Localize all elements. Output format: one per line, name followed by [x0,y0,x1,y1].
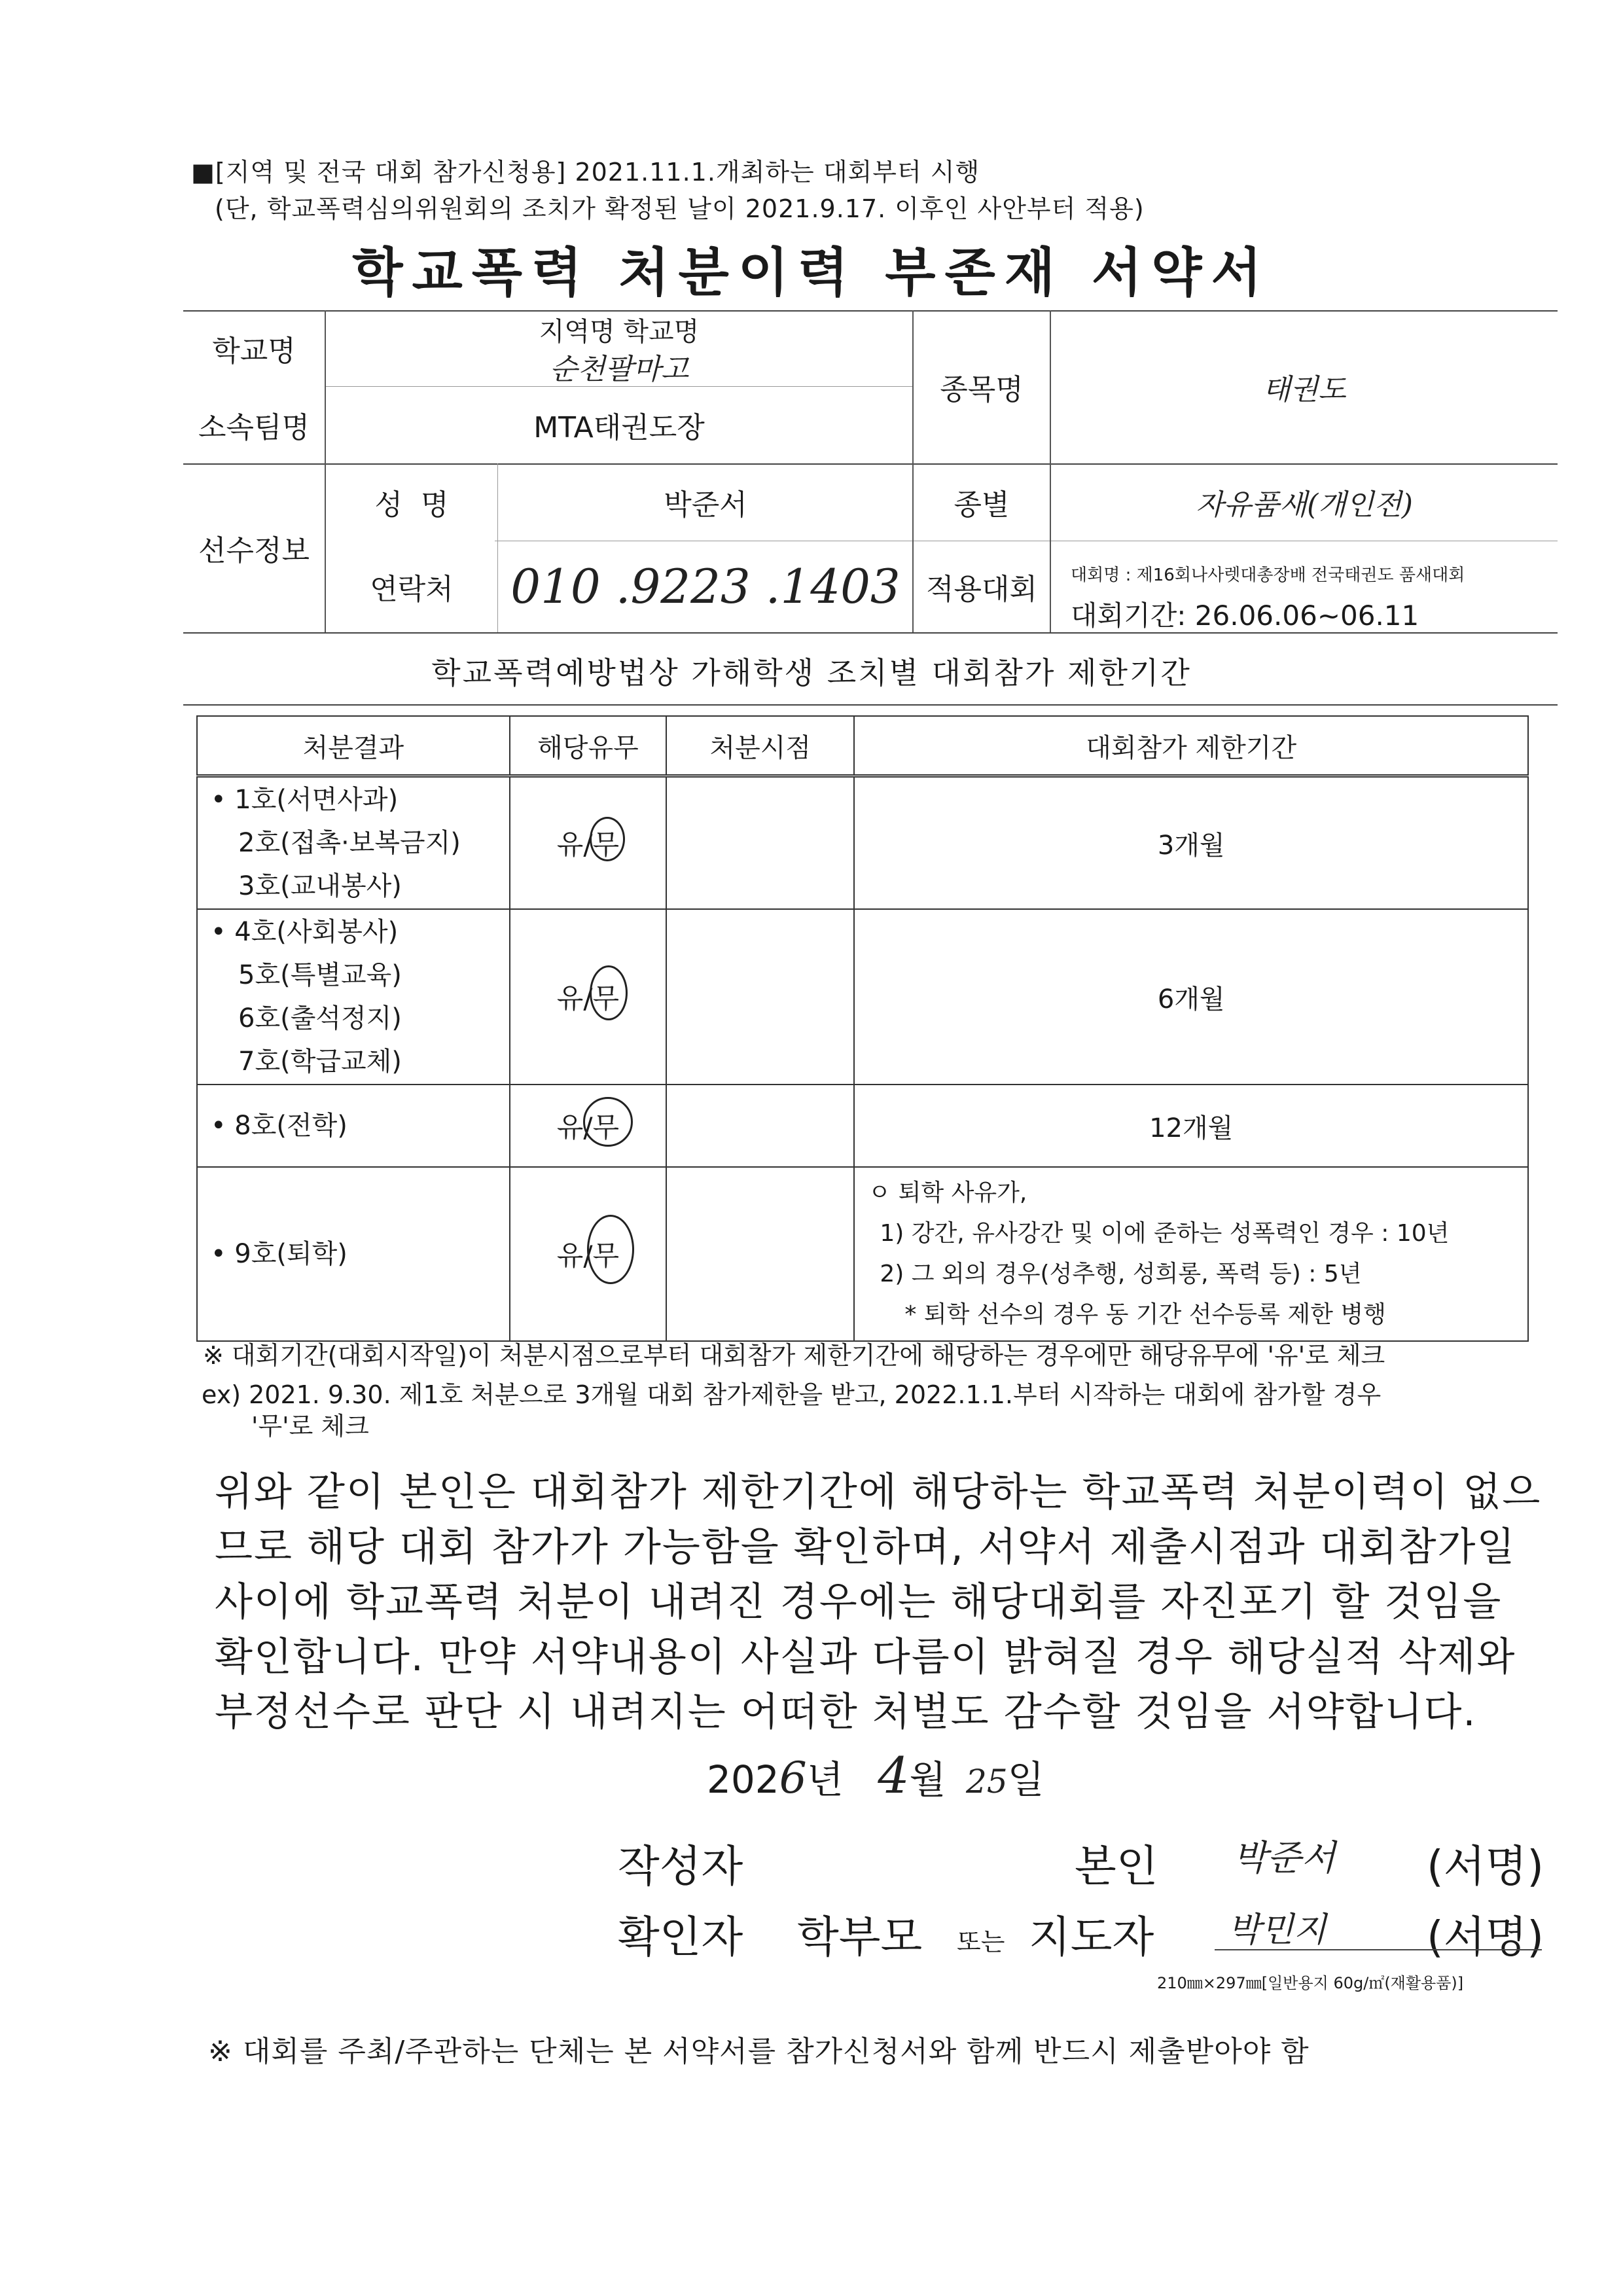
writer-label: 작성자 [618,1841,743,1892]
competition-name: 대회명 : 제16회나사렛대총장배 전국태권도 품새대회 [1071,565,1465,585]
date-cell [666,1085,854,1167]
result-item: 3호(교내봉사) [238,871,402,901]
date-day-hand: 25 [966,1763,1008,1801]
competition-label: 적용대회 [925,573,1037,606]
school-value: 순천팔마고 [549,353,689,386]
coach-label: 지도자 [1029,1912,1154,1962]
checkmark-circle-icon [587,1215,634,1284]
result-item: 5호(특별교육) [238,960,402,990]
yn-cell [510,1167,666,1341]
date-year-prefix: 202 [707,1757,779,1802]
result-item: 7호(학급교체) [238,1047,402,1077]
statement-line: 부정선수로 판단 시 내려지는 어떠한 처벌도 감수할 것임을 서약합니다. [215,1689,1477,1735]
header-date: 처분시점 [666,716,854,776]
event-value: 태권도 [1262,373,1346,406]
result-item: • 1호(서면사과) [211,785,399,815]
header-line-2: (단, 학교폭력심의위원회의 조치가 확정된 날이 2021.9.17. 이후인 사안부터 적용) [215,194,1145,223]
player-info-label: 선수정보 [198,534,310,567]
name-value: 박준서 [664,488,747,522]
yn-value: 유/무 [557,977,619,1016]
team-label: 소속팀명 [198,411,310,444]
self-signature: 박준서 [1233,1837,1336,1878]
date-year-hand: 6 [779,1753,807,1803]
statement-line: 므로 해당 대회 참가가 가능함을 확인하며, 서약서 제출시점과 대회참가일 [215,1524,1516,1570]
date-cell [666,776,854,910]
date-month-hand: 4 [878,1746,910,1804]
period-line: ㅇ 퇴학 사유가, [868,1179,1027,1206]
signature-underline [1215,1949,1542,1950]
note-3: '무'로 체크 [251,1412,369,1441]
statement-line: 확인합니다. 만약 서약내용이 사실과 다름이 밝혀질 경우 해당실적 삭제와 [215,1634,1516,1680]
period-cell: 6개월 [854,909,1528,1085]
yn-cell [510,909,666,1085]
or-label: 또는 [957,1928,1005,1956]
paper-spec: 210㎜×297㎜[일반용지 60g/㎡(재활용품)] [1157,1974,1464,1992]
note-2: ex) 2021. 9.30. 제1호 처분으로 3개월 대회 참가제한을 받고, 2022.1.1.부터 시작하는 대회에 참가할 경우 [202,1380,1382,1409]
restriction-header-row [197,716,1528,776]
result-item: 2호(접촉·보복금지) [238,828,461,858]
confirmer-sign-label: (서명) [1427,1912,1544,1962]
team-value: MTA태권도장 [533,411,705,444]
period-line: 1) 강간, 유사강간 및 이에 준하는 성폭력인 경우 : 10년 [880,1220,1450,1247]
checkmark-circle-icon [590,817,625,861]
table-row [197,1167,1528,1341]
period-cell: 3개월 [854,776,1528,910]
yn-value: 유/무 [557,1234,619,1274]
header-applicable: 해당유무 [510,716,666,776]
contact-label: 연락처 [370,573,454,606]
date-year-label: 년 [806,1757,844,1802]
period-line: * 퇴학 선수의 경우 동 기간 선수등록 제한 병행 [904,1301,1386,1328]
result-item: • 4호(사회봉사) [211,917,399,947]
event-label: 종목명 [940,373,1024,406]
school-sub-label: 지역명 학교명 [539,316,700,347]
category-label: 종별 [954,488,1010,522]
period-cell [854,1167,1528,1341]
result-cell [197,1167,510,1341]
result-cell [197,1085,510,1167]
header-period: 대회참가 제한기간 [854,716,1528,776]
result-cell [197,776,510,910]
competition-period: 대회기간: 26.06.06~06.11 [1071,600,1419,632]
note-1: ※ 대회기간(대회시작일)이 처분시점으로부터 대회참가 제한기간에 해당하는 경우에만 해당유무에 '유'로 체크 [203,1341,1385,1370]
footer-note: ※ 대회를 주최/주관하는 단체는 본 서약서를 참가신청서와 함께 반드시 제출받아야 함 [208,2035,1310,2068]
statement-line: 사이에 학교폭력 처분이 내려진 경우에는 해당대회를 자진포기 할 것임을 [215,1579,1503,1625]
confirmer-label: 확인자 [618,1912,743,1962]
statement-paragraph [215,1465,1541,1740]
name-label: 성 명 [374,488,449,522]
table-row [197,909,1528,1085]
yn-cell [510,1085,666,1167]
table-row [197,1085,1528,1167]
yn-value: 유/무 [557,823,619,863]
result-cell [197,909,510,1085]
period-cell: 12개월 [854,1085,1528,1167]
confirmer-signature: 박민지 [1228,1910,1327,1950]
document-title: 학교폭력 처분이력 부존재 서약서 [352,242,1271,303]
self-label: 본인 [1075,1841,1158,1892]
statement-line: 위와 같이 본인은 대회참가 제한기간에 해당하는 학교폭력 처분이력이 없으 [215,1469,1542,1515]
checkmark-circle-icon [583,1097,633,1147]
yn-value: 유/무 [557,1106,619,1145]
self-sign-label: (서명) [1427,1841,1544,1892]
header-line-1: ■[지역 및 전국 대회 참가신청용] 2021.11.1.개최하는 대회부터 시행 [191,158,980,187]
parent-label: 학부모 [797,1912,923,1962]
signing-date [707,1746,1044,1804]
school-label: 학교명 [212,334,296,368]
table-row [197,776,1528,910]
contact-value: 010 .9223 .1403 [510,559,901,614]
period-line: 2) 그 외의 경우(성추행, 성희롱, 폭력 등) : 5년 [880,1261,1362,1287]
yn-cell [510,776,666,910]
date-day-label: 일 [1007,1757,1044,1802]
date-cell [666,909,854,1085]
category-value: 자유품새(개인전) [1196,488,1413,522]
restriction-title-underline [183,704,1558,706]
date-cell [666,1167,854,1341]
header-result: 처분결과 [197,716,510,776]
restriction-title: 학교폭력예방법상 가해학생 조치별 대회참가 제한기간 [431,655,1192,691]
result-item: 6호(출석정지) [238,1003,402,1033]
restriction-table [196,715,1529,1342]
result-item: • 9호(퇴학) [211,1239,348,1269]
checkmark-circle-icon [590,965,628,1020]
info-vline-2 [497,463,498,632]
result-item: • 8호(전학) [211,1111,348,1141]
date-month-label: 월 [909,1757,946,1802]
